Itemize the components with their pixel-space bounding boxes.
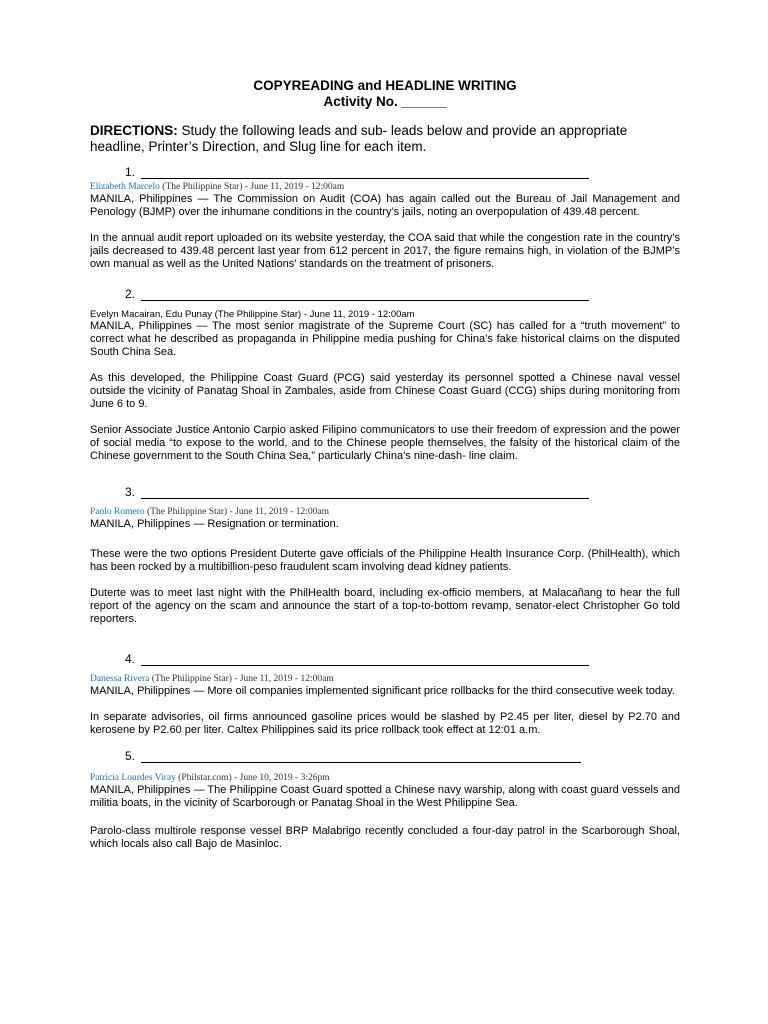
item-5 [90, 749, 680, 851]
paragraph: MANILA, Philippines — More oil companies implemented significant price rollbacks for the third consecutive week today. [90, 685, 675, 697]
author-link[interactable]: Danessa Rivera [90, 674, 150, 684]
document-title: COPYREADING and HEADLINE WRITING [253, 78, 517, 93]
paragraph: Duterte was to meet last night with the PhilHealth board, including ex-officio members, at Malacañang to hear the full report of the agency on the scam and announce the start of a top-to-bottom revamp, senator-elect Christopher Go told reporters. [90, 587, 680, 625]
headline-blank[interactable] [141, 655, 589, 666]
item-number: 5. [124, 749, 135, 763]
headline-blank[interactable] [141, 752, 581, 763]
document-page [90, 78, 680, 851]
item-1 [90, 165, 680, 271]
item-4 [90, 652, 680, 737]
headline-blank[interactable] [141, 168, 589, 179]
paragraph: MANILA, Philippines — The Commission on Audit (COA) has again called out the Bureau of Jail Management and Penology (BJMP) over the inhumane conditions in the country’s jails, noting an overpopulation of 439.48 percent. [90, 193, 680, 218]
item-number: 4. [124, 652, 135, 666]
author-link[interactable]: Elizabeth Marcelo [90, 182, 160, 192]
byline-meta: (Philstar.com) - June 10, 2019 - 3:26pm [175, 773, 330, 783]
byline-meta: (The Philippine Star) - June 11, 2019 - 12:00am [159, 182, 345, 192]
item-1-head [90, 165, 680, 179]
byline [90, 674, 680, 685]
headline-blank[interactable] [141, 290, 589, 301]
item-3 [90, 485, 680, 626]
author-link[interactable]: Patricia Lourdes Viray [90, 773, 176, 783]
byline-meta: (The Philippine Star) - June 11, 2019 - 12:00am [144, 507, 329, 517]
directions-text: Study the following leads and sub- leads below and provide an appropriate headline, Printer’s Direction, and Slug line for each item. [90, 123, 628, 154]
item-3-head [90, 485, 680, 499]
author-link[interactable]: Evelyn Macairan, Edu Punay [90, 309, 212, 320]
paragraph: As this developed, the Philippine Coast Guard (PCG) said yesterday its personnel spotted a Chinese naval vessel outside the vicinity of Panatag Shoal in Zambales, aside from Chinese Coast Guard (CCG) ships during monitoring from June 6 to 9. [90, 372, 680, 410]
byline [90, 507, 680, 518]
byline [90, 182, 680, 193]
paragraph: MANILA, Philippines — The most senior magistrate of the Supreme Court (SC) has called for a “truth movement” to correct what he described as propaganda in Philippine media pushing for China’s fake historical claims on the disputed South China Sea. [90, 320, 680, 358]
item-number: 1. [124, 165, 135, 179]
directions [90, 123, 680, 155]
author-link[interactable]: Paolo Romero [90, 507, 145, 517]
item-2-head [90, 287, 680, 301]
item-number: 2. [124, 287, 135, 301]
item-4-head [90, 652, 680, 666]
paragraph: Parolo-class multirole response vessel BRP Malabrigo recently concluded a four-day patrol in the Scarborough Shoal, which locals also call Bajo de Masinloc. [90, 825, 680, 850]
paragraph: Senior Associate Justice Antonio Carpio asked Filipino communicators to use their freedom of expression and the power of social media “to expose to the world, and to the Chinese people themselves, the falsity of the historical claim of the Chinese government to the South China Sea,” particularly China’s nine-dash- line claim. [90, 424, 680, 462]
byline-meta: (The Philippine Star) - June 11, 2019 - 12:00am [149, 674, 334, 684]
headline-blank[interactable] [141, 488, 589, 499]
paragraph: In the annual audit report uploaded on its website yesterday, the COA said that while the congestion rate in the country’s jails decreased to 439.48 percent last year from 612 percent in 2017, the figure remains high, in violation of the BJMP’s own manual as well as the United Nations’ standards on the treatment of prisoners. [90, 232, 680, 270]
paragraph: MANILA, Philippines — The Philippine Coast Guard spotted a Chinese navy warship, along with coast guard vessels and militia boats, in the vicinity of Scarborough or Panatag Shoal in the West Philippine Sea. [90, 784, 680, 809]
activity-number: Activity No. ______ [323, 94, 447, 109]
item-number: 3. [124, 485, 135, 499]
paragraph: These were the two options President Duterte gave officials of the Philippine Health Insurance Corp. (PhilHealth), which has been rocked by a multibillion-peso fraudulent scam involving dead kidney patients. [90, 548, 680, 573]
item-5-head [90, 749, 680, 763]
byline [90, 309, 680, 320]
byline-meta: (The Philippine Star) - June 11, 2019 - 12:00am [211, 309, 415, 320]
paragraph: MANILA, Philippines — Resignation or termination. [90, 518, 339, 530]
directions-label: DIRECTIONS: [90, 123, 178, 138]
paragraph: In separate advisories, oil firms announced gasoline prices would be slashed by P2.45 per liter, diesel by P2.70 and kerosene by P2.60 per liter. Caltex Philippines said its price rollback took effect at 12:01 a.m. [90, 711, 680, 736]
item-2 [90, 287, 680, 463]
byline [90, 773, 680, 784]
